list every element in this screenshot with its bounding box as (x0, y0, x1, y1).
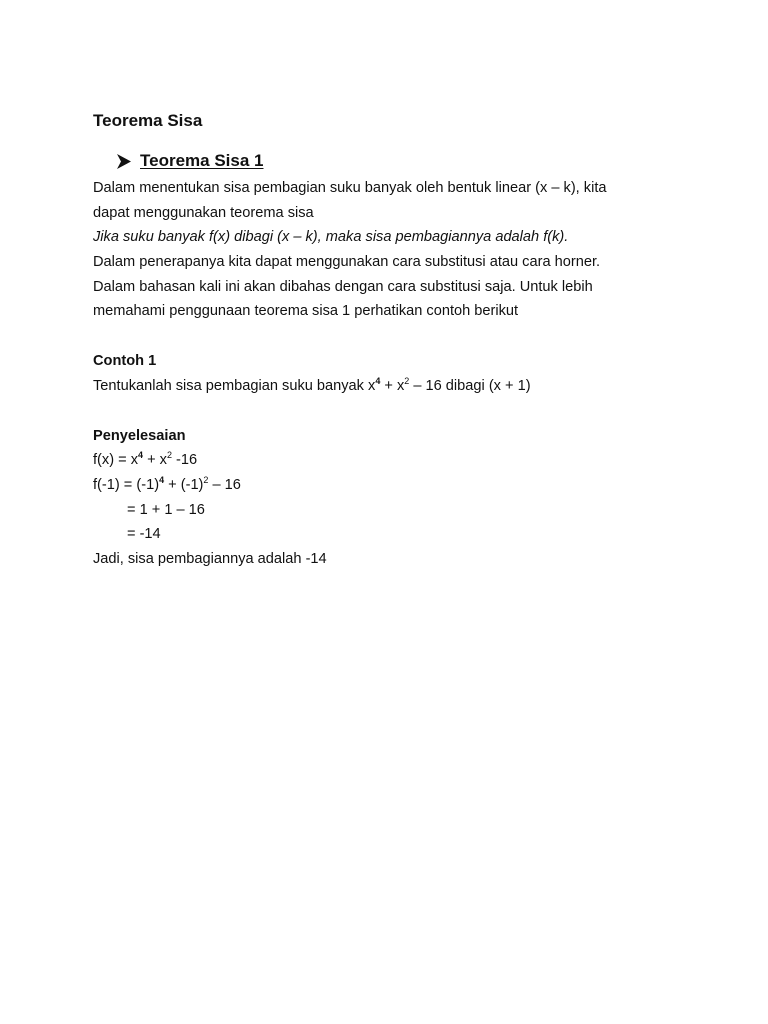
problem-text: – 16 dibagi (x + 1) (409, 378, 531, 394)
math-text: + (-1) (164, 477, 204, 493)
math-text: -16 (171, 452, 198, 468)
solution-line: = 1 + 1 – 16 (127, 502, 205, 518)
exponent: 2 (166, 450, 172, 460)
solution-line (93, 451, 197, 469)
solution-conclusion: Jadi, sisa pembagiannya adalah -14 (93, 551, 327, 567)
paragraph-line: Dalam menentukan sisa pembagian suku banyak oleh bentuk linear (x – k), kita (93, 180, 607, 196)
exponent: 4 (375, 376, 381, 386)
paragraph-line: dapat menggunakan teorema sisa (93, 205, 314, 221)
math-text: + x (143, 452, 167, 468)
paragraph-line: Dalam penerapanya kita dapat menggunakan cara substitusi atau cara horner. (93, 254, 601, 270)
example-heading: Contoh 1 (93, 353, 157, 369)
problem-text: Tentukanlah sisa pembagian suku banyak x (93, 378, 376, 394)
exponent: 4 (159, 475, 165, 485)
section-heading (116, 151, 263, 171)
document-title: Teorema Sisa (93, 111, 203, 130)
arrowhead-bullet-icon (116, 153, 132, 170)
section-heading-label: Teorema Sisa 1 (140, 151, 264, 170)
math-text: – 16 (208, 477, 241, 493)
theorem-statement: Jika suku banyak f(x) dibagi (x – k), maka sisa pembagiannya adalah f(k). (93, 229, 569, 245)
solution-line: = -14 (127, 526, 161, 542)
problem-text: + x (380, 378, 405, 394)
paragraph-line: memahami penggunaan teorema sisa 1 perhatikan contoh berikut (93, 303, 519, 319)
exponent: 2 (203, 475, 209, 485)
paragraph-line: Dalam bahasan kali ini akan dibahas dengan cara substitusi saja. Untuk lebih (93, 279, 593, 295)
exponent: 2 (404, 376, 410, 386)
math-text: f(x) = x (93, 452, 138, 468)
math-text: f(-1) = (-1) (93, 477, 160, 493)
exponent: 4 (138, 450, 144, 460)
solution-line (93, 476, 241, 494)
example-problem (93, 377, 531, 395)
solution-heading: Penyelesaian (93, 428, 186, 444)
